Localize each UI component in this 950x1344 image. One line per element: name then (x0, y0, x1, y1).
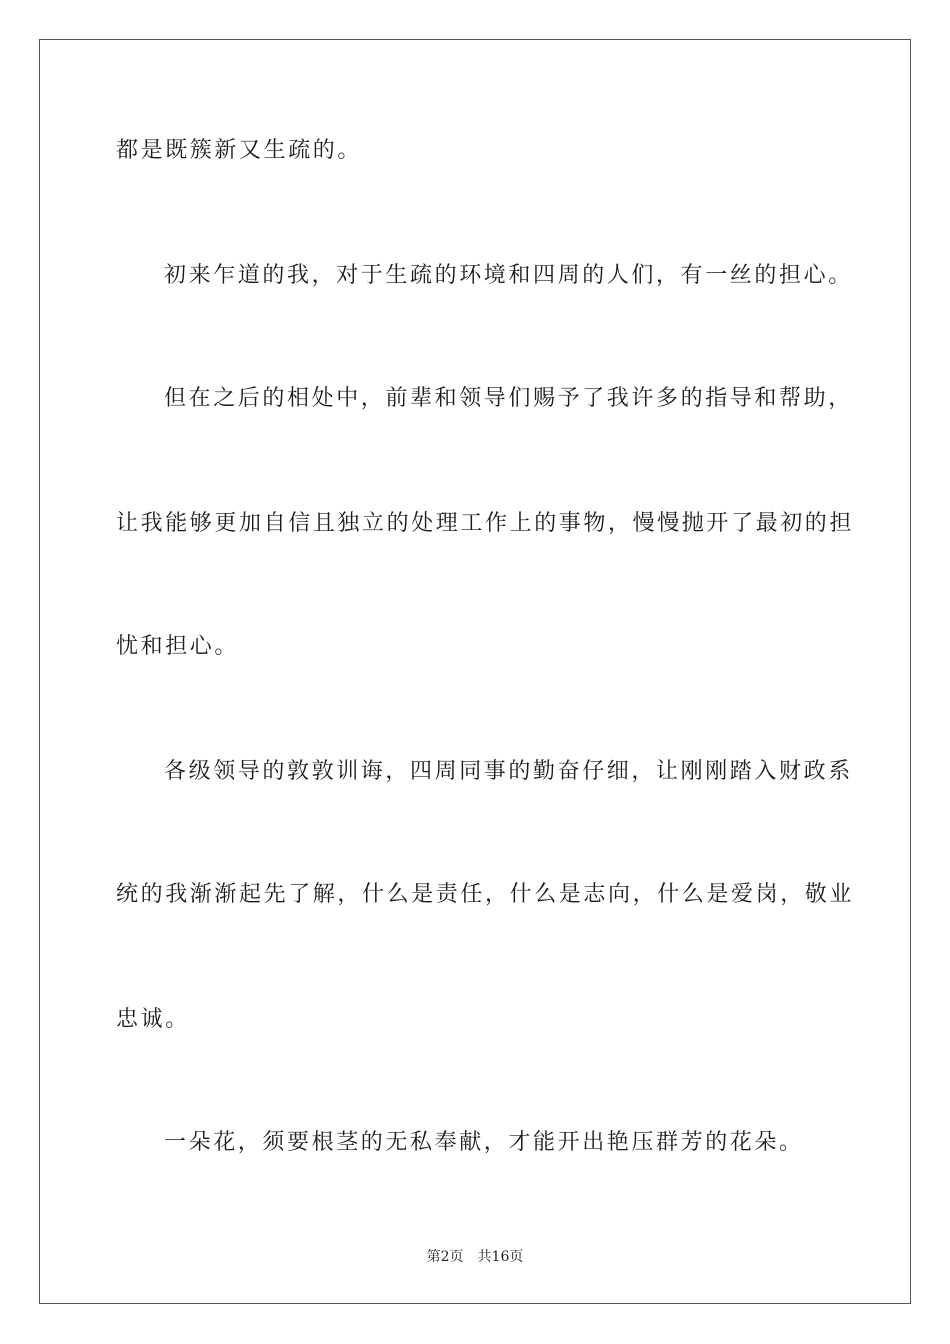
text-line: 忠诚。 (116, 1007, 190, 1032)
page-number: 第2页 (426, 1249, 464, 1265)
text-line: 一朵花，须要根茎的无私奉献，才能开出艳压群芳的花朵。 (164, 1130, 804, 1155)
text-line: 统的我渐渐起先了解，什么是责任，什么是志向，什么是爱岗，敬业 (116, 882, 855, 907)
total-pages: 共16页 (477, 1249, 524, 1265)
text-line: 忧和担心。 (116, 634, 240, 659)
text-line: 都是既簇新又生疏的。 (116, 138, 363, 163)
text-line: 但在之后的相处中，前辈和领导们赐予了我许多的指导和帮助， (164, 386, 853, 411)
page-footer (0, 1246, 950, 1266)
page-border (39, 39, 911, 1304)
text-line: 各级领导的敦敦训诲，四周同事的勤奋仔细，让刚刚踏入财政系 (164, 759, 853, 784)
text-line: 让我能够更加自信且独立的处理工作上的事物，慢慢抛开了最初的担 (116, 511, 855, 536)
text-line: 初来乍道的我，对于生疏的环境和四周的人们，有一丝的担心。 (164, 263, 853, 288)
